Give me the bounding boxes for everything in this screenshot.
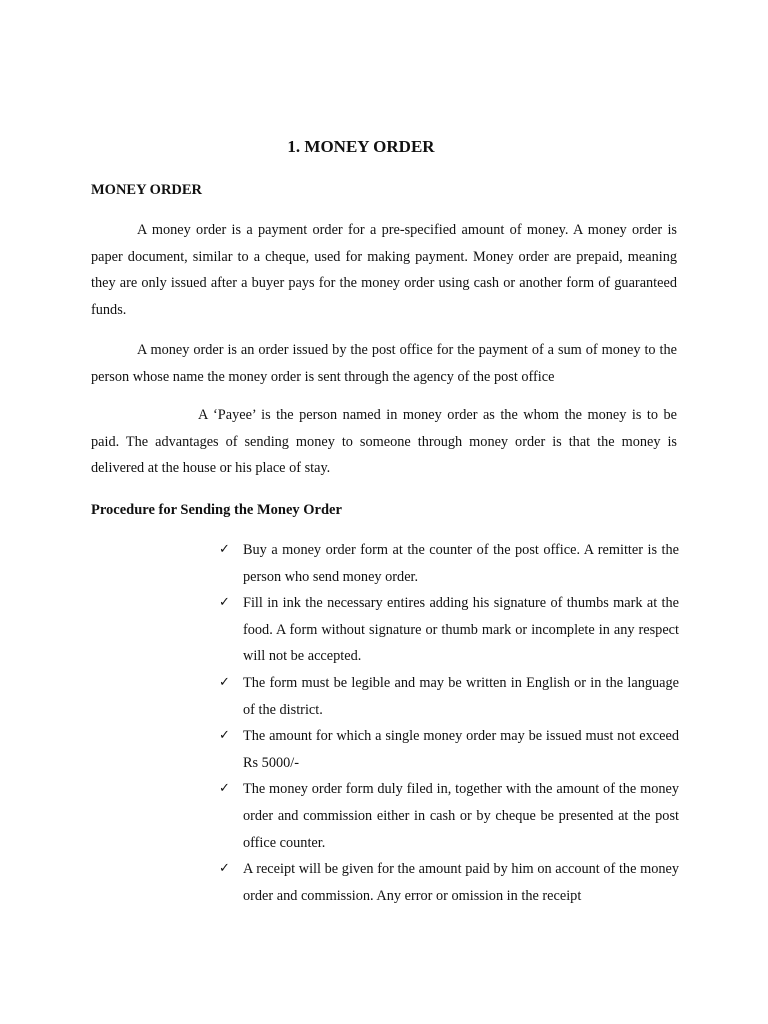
procedure-checklist (219, 537, 679, 909)
paragraph-definition: A money order is a payment order for a pre-specified amount of money. A money order is paper document, similar to a cheque, used for making payment. Money order are prepaid, meaning they are only issued after a buyer pays for the money order using cash or another form of guaranteed funds. (91, 222, 677, 318)
check-mark-icon: ✓ (219, 861, 230, 877)
list-item (219, 723, 679, 776)
list-item (219, 537, 679, 590)
list-item (219, 776, 679, 856)
list-item (219, 856, 679, 909)
list-item (219, 590, 679, 670)
list-item (219, 670, 679, 723)
list-item-text: The money order form duly filed in, together with the amount of the money order and commission either in cash or by cheque be presented at the post office counter. (243, 781, 679, 851)
section-heading-procedure: Procedure for Sending the Money Order (91, 502, 342, 518)
list-item-text: Fill in ink the necessary entires adding his signature of thumbs mark at the food. A form without signature or thumb mark or incomplete in any respect will not be accepted. (243, 595, 679, 665)
document-title: 1. MONEY ORDER (287, 137, 435, 156)
list-item-text: Buy a money order form at the counter of the post office. A remitter is the person who send money order. (243, 542, 679, 585)
paragraph-payee: A ‘Payee’ is the person named in money order as the whom the money is to be paid. The advantages of sending money to someone through money order is that the money is delivered at the house or his place of stay. (91, 407, 677, 476)
check-mark-icon: ✓ (219, 595, 230, 611)
check-mark-icon: ✓ (219, 674, 230, 690)
check-mark-icon: ✓ (219, 781, 230, 797)
list-item-text: A receipt will be given for the amount paid by him on account of the money order and commission. Any error or omission in the receipt (243, 861, 679, 904)
section-heading-money-order: MONEY ORDER (91, 182, 203, 198)
paragraph-post-office: A money order is an order issued by the post office for the payment of a sum of money to the person whose name the money order is sent through the agency of the post office (91, 342, 677, 385)
check-mark-icon: ✓ (219, 542, 230, 557)
list-item-text: The amount for which a single money order may be issued must not exceed Rs 5000/- (243, 728, 679, 771)
check-mark-icon: ✓ (219, 728, 230, 744)
list-item-text: The form must be legible and may be written in English or in the language of the district. (243, 674, 679, 718)
